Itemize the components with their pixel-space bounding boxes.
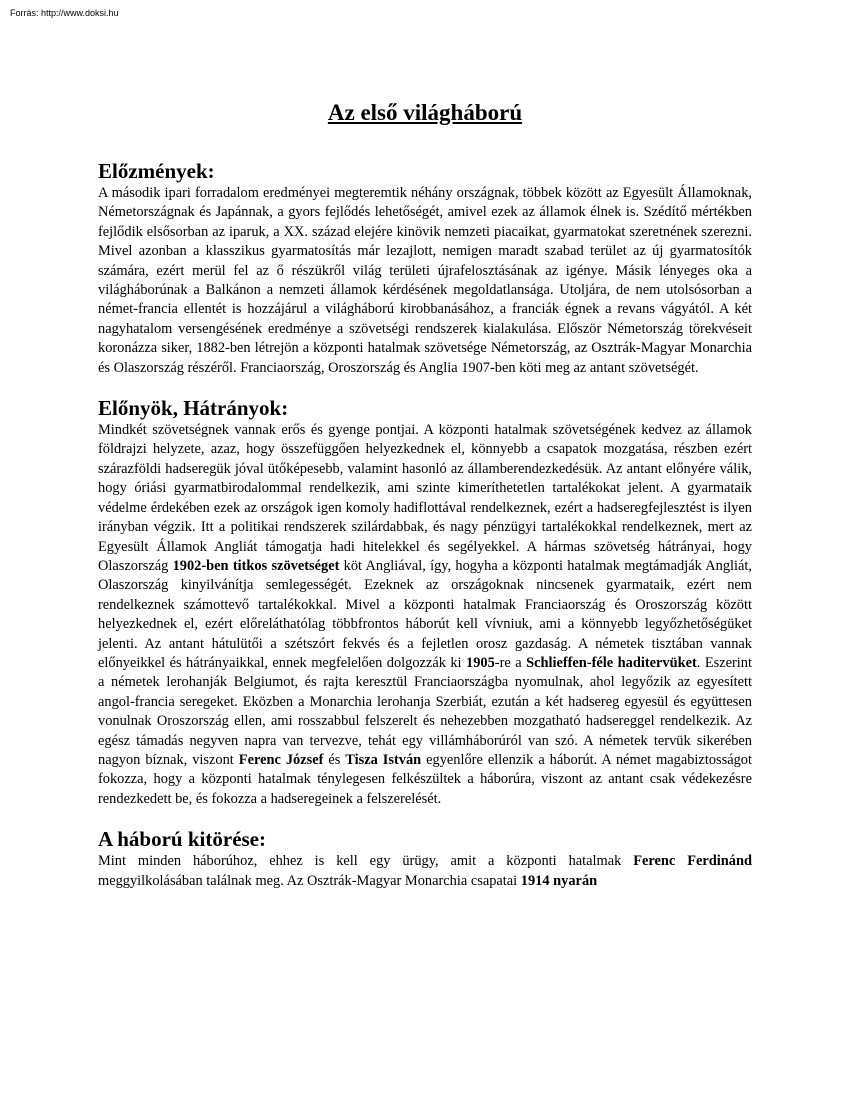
bold-text: Schlieffen-féle haditervüket [526,654,697,671]
section-heading: Előzmények: [98,159,215,183]
text-run: és [323,751,346,768]
text-run: Mint minden háborúhoz, ehhez is kell egy ürügy, amit a központi hatalmak [98,853,634,870]
bold-text: 1905 [466,654,495,671]
bold-text: Tisza István [345,751,422,768]
bold-text: Ferenc Ferdinánd [633,853,752,870]
section-elonyok-hatranyok [98,395,752,809]
bold-text: 1902-ben titkos szövetséget [172,557,340,574]
document-title: Az első világháború [327,100,523,125]
text-run: egyenlőre ellenzik a háborút. A német magabiztosságot fokozza, hogy a központi hatalmak ténylegesen felkészültek a háborúra, viszont az antant csak védekezésre rendezkedett be, és fokozza a hadseregeinek a felszerelését. [98,751,752,807]
text-run: meggyilkolásában találnak meg. Az Osztrák-Magyar Monarchia csapatai [98,872,521,889]
section-elozmenyek [98,158,752,378]
section-paragraph [98,421,752,809]
section-paragraph [98,184,752,378]
section-heading: Előnyök, Hátrányok: [98,396,289,421]
section-heading: A háború kitörése: [98,827,266,852]
text-run: köt Angliával, így, hogyha a központi hatalmak megtámadják Angliát, Olaszország kinyilvánítja semlegességét. Ezeknek az országoknak nincsenek gyarmataik, ezért nem rendelkeznek számottevő tartalékokkal. Mivel a központi hatalmak Franciaország és Oroszország között helyezkednek el, ezért előreláthatólag többfrontos háborút kell vívniuk, ami a könnyebb legyőzhetőségüket jelenti. Az antant hátulütői a szétszórt fekvés és a fejletlen orosz gazdaság. A németek tisztában vannak előnyeikkel és hátrányaikkal, ennek megfelelően dolgozzák ki [98,557,753,671]
text-run: . Eszerint a németek lerohanják Belgiumot, és rajta keresztül Franciaországba nyomulnak, ahol legyőzik az egyesített angol-francia seregeket. Eközben a Monarchia lerohanja Szerbiát, ezután a két hadsereg egyesül és együttesen vonulnak Oroszország ellen, ami rosszabbul felszerelt és nehezebben mozgatható hadsereggel rendelkezik. Az egész támadás negyven napra van tervezve, tehát egy villámháborúról van szó. A németek tervük sikerében nagyon bíznak, viszont [98,654,752,768]
section-paragraph [98,852,752,891]
bold-text: Ferenc József [238,751,324,768]
document-page [98,98,752,891]
text-run: Mindkét szövetségnek vannak erős és gyenge pontjai. A központi hatalmak szövetségének kedvez az államok földrajzi helyzete, azaz, hogy összefüggően helyezkednek el, könnyebb a csapatok mozgatása, részben ezért szárazföldi hadseregük jóval ütőképesebb, valamint hasonló az államberendezkedésük. Az antant előnyére válik, hogy óriási gyarmatbirodalommal rendelkezik, ami szinte kimeríthetetlen tartalékokat jelent. A gyarmataik védelme érdekében ezek az országok igen komoly hadiflottával rendelkeznek, ezért a hadseregfejlesztést is ilyen irányban végzik. Itt a politikai rendszerek szilárdabbak, és nagy pénzügyi tartalékokkal rendelkeznek, mert az Egyesült Államok Angliát támogatja hadi hitelekkel és segélyekkel. A hármas szövetség hátrányai, hogy Olaszország [98,422,752,574]
text-run: -re a [494,654,527,671]
text-run: A második ipari forradalom eredményei megteremtik néhány országnak, többek között az Egyesült Államoknak, Németországnak és Japánnak, a gyors fejlődés lehetőségét, amivel ezek az államok élnek is. Szédítő mértékben fejlődik elsősorban az iparuk, a XX. század elejére kinövik nemzeti piacaikat, gyarmatokat szeretnének szerezni. Mivel azonban a klasszikus gyarmatosítás már lezajlott, nemigen maradt szabad terület az új gyarmatosítók számára, ezért merül fel az ő részükről világ területi újrafelosztásának az igénye. Másik lényeges oka a világháborúnak a Balkánon a nemzeti államok kérdésének megoldatlansága. Utoljára, de nem utolsósorban a német-francia ellentét is hozzájárul a világháború kirobbanásához, a franciák égnek a revans vágyától. A két nagyhatalom versengésének eredménye a szövetségi rendszerek kialakulása. Először Németország törekvéseit koronázza siker, 1882-ben létrejön a központi hatalmak szövetsége Németország, az Osztrák-Magyar Monarchia és Olaszország részéről. Franciaország, Oroszország és Anglia 1907-ben köti meg az antant szövetségét. [98,185,752,376]
section-haboru-kitorese [98,826,752,891]
source-note: Forrás: http://www.doksi.hu [10,8,119,18]
bold-text: 1914 nyarán [520,872,598,889]
